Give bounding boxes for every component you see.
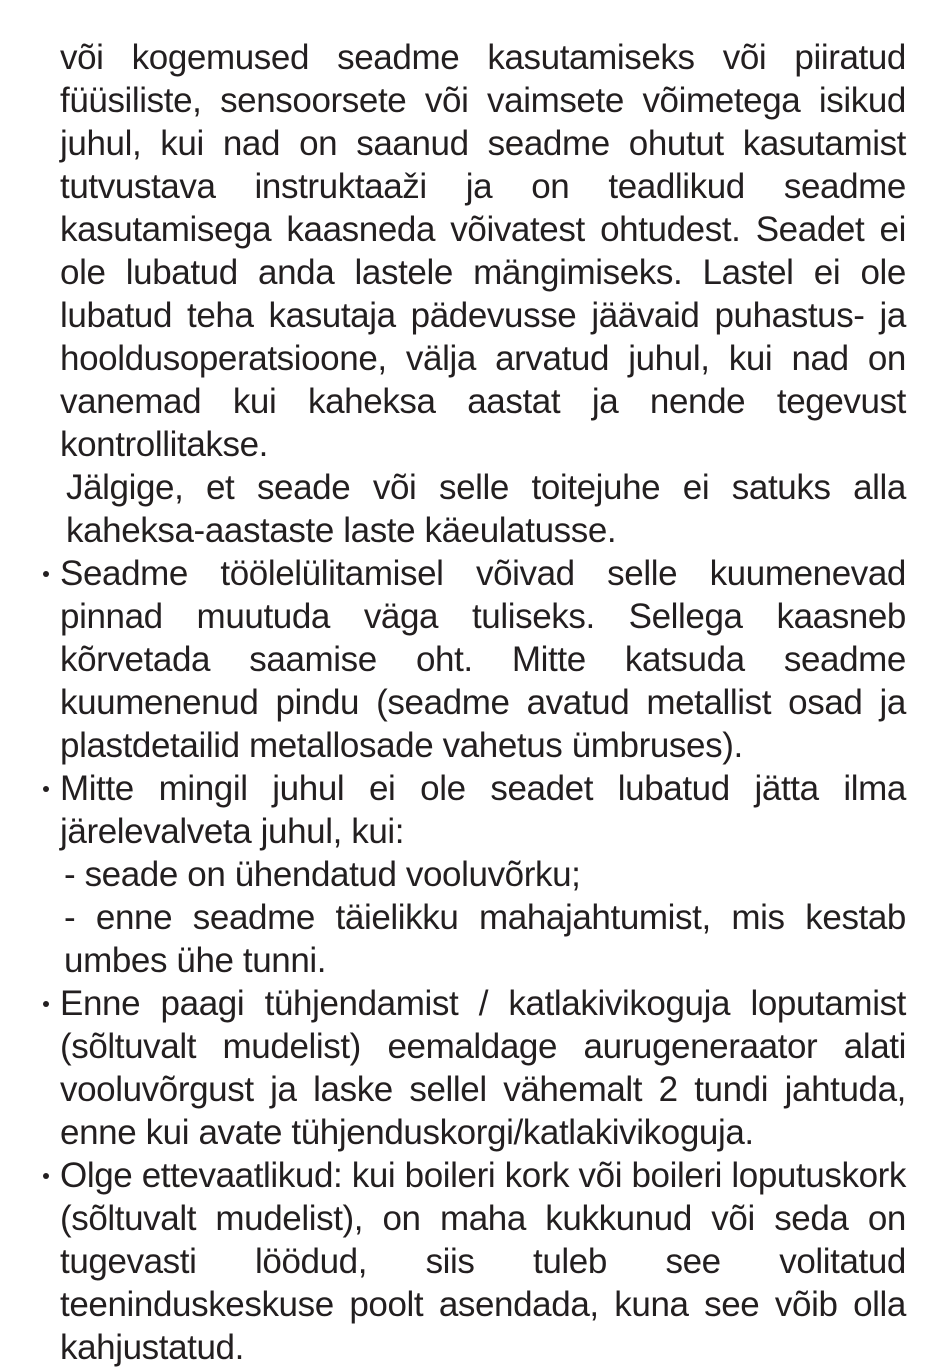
bullet-item-text: Olge ettevaatlikud: kui boileri kork või boileri loputuskork (sõltuvalt mudelist), on maha kukkunud või seda on tugevasti löödud, siis tuleb see volitatud teeninduskeskuse poolt asendada, kuna see võib olla kahjustatud. — [60, 1156, 906, 1367]
paragraph-continued-safety-text: või kogemused seadme kasutamiseks või piiratud füüsiliste, sensoorsete või vaimsete võimetega isikud juhul, kui nad on saanud seadme ohutut kasutamist tutvustava instruktaaži ja on teadlikud seadme kasutamisega kaasneda võivatest ohtudest. Seadet ei ole lubatud anda lastele mängimiseks. Lastel ei ole lubatud teha kasutaja pädevusse jäävaid puhastus- ja hooldusoperatsioone, välja arvatud juhul, kui nad on vanemad kui kaheksa aastat ja nende tegevust kontrollitakse. — [60, 38, 906, 464]
paragraph-children-reach-note: Jälgige, et seade või selle toitejuhe ei satuks alla kaheksa-aastaste laste käeulatusse. — [66, 468, 906, 550]
bullet-item-emptying-tank — [0, 982, 906, 1154]
bullet-item-unattended — [0, 767, 906, 853]
bullet-dot-icon — [43, 571, 49, 577]
bullet-item-text: Enne paagi tühjendamist / katlakivikoguja loputamist (sõltuvalt mudelist) eemaldage aurugeneraator alati vooluvõrgust ja laske sellel vähemalt 2 tundi jahtuda, enne kui avate tühjenduskorgi/katlakivikoguja. — [60, 984, 906, 1152]
bullet-dot-icon — [43, 1173, 49, 1179]
bullet-item-text: Mitte mingil juhul ei ole seadet lubatud jätta ilma järelevalveta juhul, kui: — [60, 769, 906, 851]
bullet-item-hot-surfaces — [0, 552, 906, 767]
dash-item-cooling: - enne seadme täielikku mahajahtumist, mis kestab umbes ühe tunni. — [64, 898, 906, 980]
bullet-dot-icon — [43, 1001, 49, 1007]
dash-item-connected: - seade on ühendatud vooluvõrku; — [64, 855, 581, 894]
bullet-item-text: Seadme töölelülitamisel võivad selle kuumenevad pinnad muutuda väga tuliseks. Sellega kaasneb kõrvetada saamise oht. Mitte katsuda seadme kuumenenud pindu (seadme avatud metallist osad ja plastdetailid metallosade vahetus ümbruses). — [60, 554, 906, 765]
manual-page — [0, 36, 950, 1369]
bullet-dot-icon — [43, 786, 49, 792]
